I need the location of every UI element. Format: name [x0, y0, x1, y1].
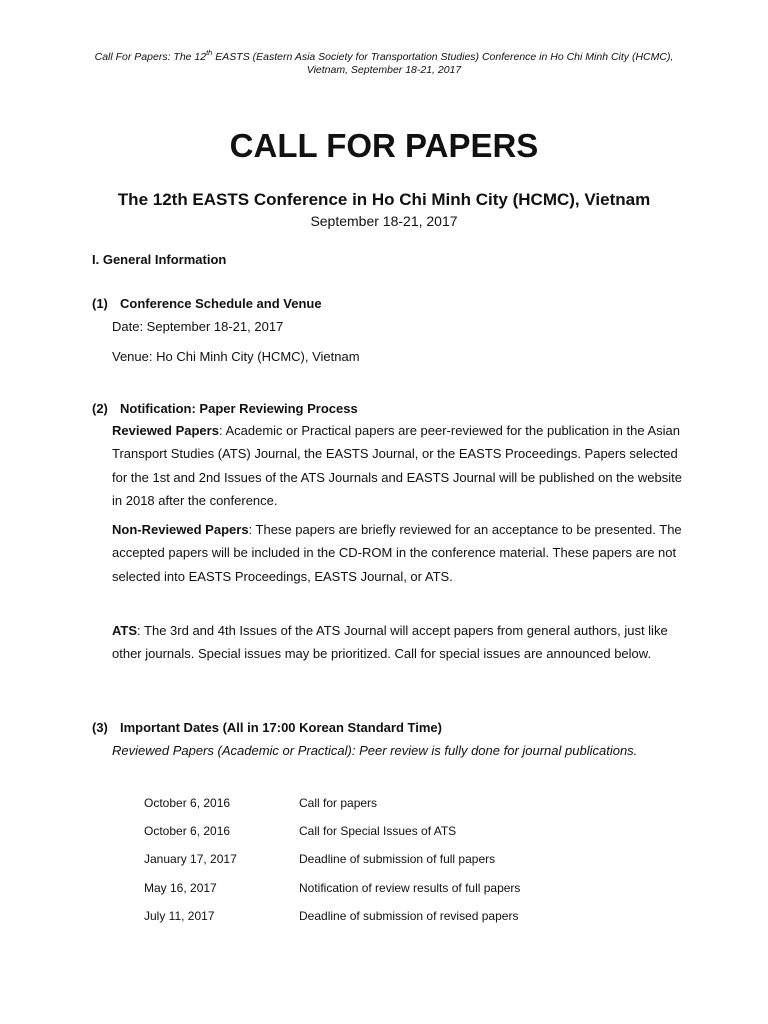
ats-label: ATS	[112, 623, 138, 638]
reviewed-papers-text: : Academic or Practical papers are peer-reviewed for the publication in the Asian Transport Studies (ATS) Journal, the EASTS Journal, or the EASTS Proceedings. Papers selected for the 1st and 2nd Issues of the ATS Journals and EASTS Journal will be published on the website in 2018 after the conference.	[112, 423, 682, 508]
non-reviewed-papers-label: Non-Reviewed Papers	[112, 522, 249, 537]
date-cell: July 11, 2017	[144, 909, 215, 923]
conference-dates: September 18-21, 2017	[310, 213, 458, 229]
event-cell: Deadline of submission of full papers	[299, 852, 496, 866]
conference-venue-text: Venue: Ho Chi Minh City (HCMC), Vietnam	[112, 349, 360, 364]
item-heading-schedule-venue	[92, 295, 322, 313]
running-header-post: EASTS (Eastern Asia Society for Transportation Studies) Conference in Ho Chi Minh City (HCMC),	[212, 51, 674, 63]
ats-paragraph	[112, 619, 684, 666]
item-number: (2)	[92, 401, 108, 416]
item-heading-text: Conference Schedule and Venue	[120, 296, 322, 311]
event-cell: Call for Special Issues of ATS	[299, 824, 457, 838]
date-cell: October 6, 2016	[144, 824, 231, 838]
event-cell: Call for papers	[299, 796, 378, 810]
item-heading-reviewing-process	[92, 400, 358, 418]
running-header-superscript: th	[206, 48, 213, 57]
conference-subtitle: The 12th EASTS Conference in Ho Chi Minh City (HCMC), Vietnam	[117, 190, 651, 209]
item-heading-important-dates	[92, 719, 442, 737]
reviewed-papers-intro: Reviewed Papers (Academic or Practical): Peer review is fully done for journal publications.	[112, 743, 638, 758]
item-heading-text: Important Dates (All in 17:00 Korean Standard Time)	[120, 720, 442, 735]
item-number: (1)	[92, 296, 108, 311]
date-row	[144, 907, 704, 925]
running-header-pre: Call For Papers: The 12	[94, 51, 207, 63]
page-title: CALL FOR PAPERS	[229, 127, 539, 164]
ats-text: : The 3rd and 4th Issues of the ATS Journal will accept papers from general authors, just like other journals. Special issues may be prioritized. Call for special issues are announced below.	[112, 623, 668, 662]
section-heading-general-information: I. General Information	[92, 252, 227, 267]
event-cell: Deadline of submission of revised papers	[299, 909, 519, 923]
conference-date-text: Date: September 18-21, 2017	[112, 319, 284, 334]
date-cell: May 16, 2017	[144, 881, 217, 895]
item-heading-text: Notification: Paper Reviewing Process	[120, 401, 358, 416]
item-number: (3)	[92, 720, 108, 735]
running-header-line2: Vietnam, September 18-21, 2017	[306, 64, 462, 76]
event-cell: Notification of review results of full papers	[299, 881, 521, 895]
reviewed-papers-paragraph	[112, 419, 684, 512]
date-row	[144, 822, 704, 840]
reviewed-papers-label: Reviewed Papers	[112, 423, 219, 438]
date-cell: October 6, 2016	[144, 796, 231, 810]
running-header	[60, 48, 708, 77]
non-reviewed-papers-paragraph	[112, 518, 684, 588]
date-row	[144, 794, 704, 812]
date-row	[144, 879, 704, 897]
date-row	[144, 850, 704, 868]
non-reviewed-papers-text: : These papers are briefly reviewed for an acceptance to be presented. The accepted papers will be included in the CD-ROM in the conference material. These papers are not selected into EASTS Proceedings, EASTS Journal, or ATS.	[112, 522, 682, 584]
date-cell: January 17, 2017	[144, 852, 237, 866]
